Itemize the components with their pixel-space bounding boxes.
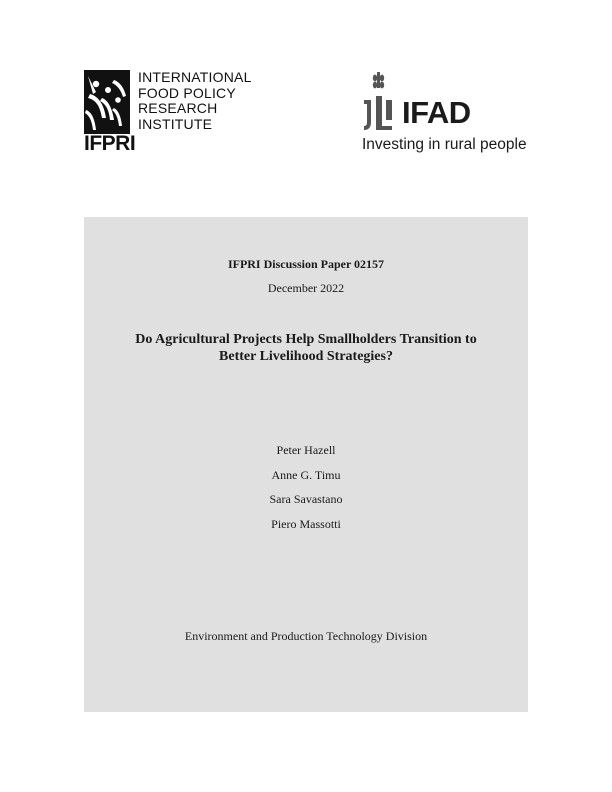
division-name: Environment and Production Technology Division [184,629,428,643]
ifad-logo [362,70,532,160]
author-name: Piero Massotti [271,516,341,531]
series-label: IFPRI Discussion Paper 02157 [227,257,385,271]
author-name: Anne G. Timu [271,467,341,482]
ifpri-emblem-icon [84,70,130,134]
ifpri-logo [84,70,254,160]
title-line-1: Do Agricultural Projects Help Smallholders Transition to [135,332,477,347]
ifpri-name-line: INTERNATIONAL [138,69,252,85]
cover-panel [84,217,528,712]
author-name: Peter Hazell [276,443,336,457]
ifpri-acronym: IFPRI [84,132,136,155]
ifad-name: IFAD [402,95,471,130]
author-name: Sara Savastano [269,492,343,506]
ifad-tagline: Investing in rural people [362,136,527,153]
ifpri-name-line: RESEARCH [138,100,218,116]
publication-date: December 2022 [267,281,345,295]
ifpri-full-name [138,70,252,132]
paper-title [84,331,528,365]
author-list [84,443,528,541]
title-line-2: Better Livelihood Strategies? [219,349,393,364]
ifad-emblem-icon [362,72,402,132]
ifpri-name-line: INSTITUTE [138,115,213,132]
ifpri-name-line: FOOD POLICY [138,84,236,101]
